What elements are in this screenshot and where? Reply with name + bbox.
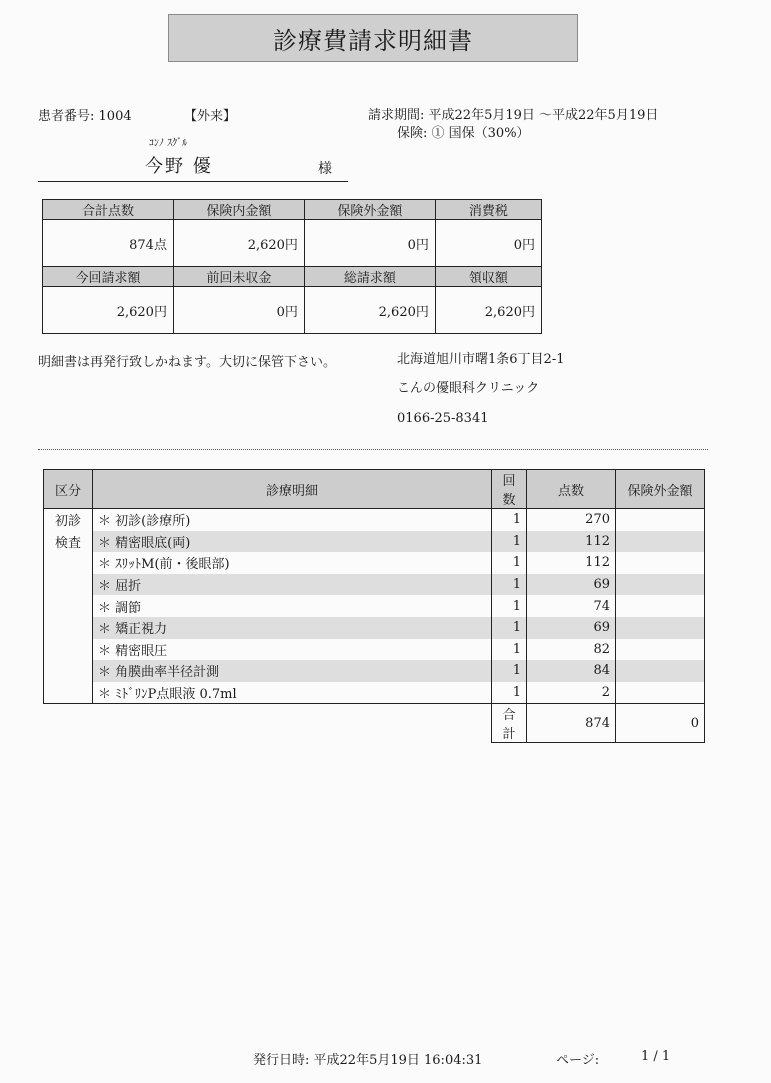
header-points: 点数 <box>527 470 616 509</box>
patient-name: 今野 優 <box>145 156 213 177</box>
detail-header-row <box>44 470 705 509</box>
page-number: 1 / 1 <box>641 1049 671 1064</box>
row-points: 112 <box>527 531 616 553</box>
row-points: 112 <box>527 552 616 574</box>
detail-table <box>43 469 705 743</box>
row-item: ＊ ﾐﾄﾞﾘﾝP点眼液 0.7ml <box>93 682 492 704</box>
issued-datetime <box>253 1049 482 1068</box>
row-extra <box>616 574 705 596</box>
header-count: 回数 <box>492 470 527 509</box>
total-label: 合計 <box>492 704 527 743</box>
row-points: 270 <box>527 509 616 531</box>
row-points: 69 <box>527 617 616 639</box>
insurance <box>397 122 530 141</box>
issued-label: 発行日時: <box>253 1053 310 1068</box>
insured-amount: 2,620円 <box>173 220 304 267</box>
summary-header-row-1 <box>43 200 542 220</box>
row-category <box>44 682 93 704</box>
header-extra: 保険外金額 <box>616 470 705 509</box>
row-item: ＊ 屈折 <box>93 574 492 596</box>
patient-number-label: 患者番号: <box>38 109 95 124</box>
row-extra <box>616 595 705 617</box>
row-item: ＊ 角膜曲率半径計測 <box>93 660 492 682</box>
row-extra <box>616 509 705 531</box>
row-count: 1 <box>492 552 527 574</box>
previous-unpaid: 0円 <box>173 287 304 334</box>
table-row <box>44 595 705 617</box>
billing-period-label: 請求期間: <box>368 108 425 123</box>
row-points: 2 <box>527 682 616 704</box>
summary-header: 前回未収金 <box>173 267 304 287</box>
header-item: 診療明細 <box>93 470 492 509</box>
patient-number <box>38 105 132 124</box>
table-row <box>44 574 705 596</box>
summary-header: 総請求額 <box>304 267 435 287</box>
row-extra <box>616 617 705 639</box>
header-category: 区分 <box>44 470 93 509</box>
row-item: ＊ 精密眼圧 <box>93 639 492 661</box>
insurance-label: 保険: <box>397 126 428 141</box>
row-count: 1 <box>492 595 527 617</box>
row-category <box>44 660 93 682</box>
summary-header: 消費税 <box>435 200 541 220</box>
row-points: 74 <box>527 595 616 617</box>
row-category <box>44 617 93 639</box>
row-count: 1 <box>492 617 527 639</box>
row-points: 69 <box>527 574 616 596</box>
row-extra <box>616 531 705 553</box>
row-category <box>44 552 93 574</box>
table-row <box>44 531 705 553</box>
uninsured-amount: 0円 <box>304 220 435 267</box>
summary-header-row-2 <box>43 267 542 287</box>
row-category <box>44 595 93 617</box>
row-item: ＊ 初診(診療所) <box>93 509 492 531</box>
row-extra <box>616 660 705 682</box>
title-text: 診療費請求明細書 <box>273 26 473 55</box>
table-row <box>44 660 705 682</box>
table-row <box>44 617 705 639</box>
row-extra <box>616 639 705 661</box>
honorific: 様 <box>318 161 332 177</box>
page-label: ページ: <box>556 1053 600 1068</box>
row-item: ＊ 精密眼底(両) <box>93 531 492 553</box>
table-row <box>44 682 705 704</box>
document-title <box>168 14 578 62</box>
row-category <box>44 639 93 661</box>
billing-period-value: 平成22年5月19日 〜平成22年5月19日 <box>428 108 659 123</box>
row-item: ＊ 矯正視力 <box>93 617 492 639</box>
row-category: 検査 <box>44 531 93 553</box>
summary-table <box>42 199 542 334</box>
total-points: 874 <box>527 704 616 743</box>
insurance-value: ① 国保（30%） <box>431 126 530 141</box>
consumption-tax: 0円 <box>435 220 541 267</box>
row-extra <box>616 682 705 704</box>
clinic-address: 北海道旭川市曙1条6丁目2-1 <box>397 352 565 367</box>
blank-cell <box>93 704 492 743</box>
row-count: 1 <box>492 509 527 531</box>
clinic-name: こんの優眼科クリニック <box>397 381 540 396</box>
table-row <box>44 552 705 574</box>
row-category <box>44 574 93 596</box>
dotted-separator <box>38 449 708 450</box>
total-billing: 2,620円 <box>304 287 435 334</box>
total-points: 874点 <box>43 220 174 267</box>
row-count: 1 <box>492 660 527 682</box>
row-category: 初診 <box>44 509 93 531</box>
row-extra <box>616 552 705 574</box>
table-row <box>44 509 705 531</box>
reissue-notice: 明細書は再発行致しかねます。大切に保管下さい。 <box>38 355 336 370</box>
patient-number-value: 1004 <box>98 109 132 124</box>
summary-header: 領収額 <box>435 267 541 287</box>
row-item: ＊ ｽﾘｯﾄM(前・後眼部) <box>93 552 492 574</box>
summary-header: 保険外金額 <box>304 200 435 220</box>
visit-type: 【外来】 <box>184 109 237 124</box>
clinic-phone: 0166-25-8341 <box>397 411 489 426</box>
row-points: 82 <box>527 639 616 661</box>
row-points: 84 <box>527 660 616 682</box>
summary-header: 今回請求額 <box>43 267 174 287</box>
row-count: 1 <box>492 531 527 553</box>
total-row <box>44 704 705 743</box>
row-item: ＊ 調節 <box>93 595 492 617</box>
summary-value-row-1 <box>43 220 542 267</box>
current-billing: 2,620円 <box>43 287 174 334</box>
blank-cell <box>44 704 93 743</box>
summary-header: 保険内金額 <box>173 200 304 220</box>
row-count: 1 <box>492 682 527 704</box>
row-count: 1 <box>492 639 527 661</box>
name-underline <box>38 181 348 182</box>
total-extra: 0 <box>616 704 705 743</box>
issued-value: 平成22年5月19日 16:04:31 <box>313 1053 483 1068</box>
row-count: 1 <box>492 574 527 596</box>
amount-received: 2,620円 <box>435 287 541 334</box>
billing-period <box>368 104 658 123</box>
table-row <box>44 639 705 661</box>
summary-header: 合計点数 <box>43 200 174 220</box>
summary-value-row-2 <box>43 287 542 334</box>
patient-name-kana: ｺﾝﾉ ｽｸﾞﾙ <box>149 138 188 149</box>
